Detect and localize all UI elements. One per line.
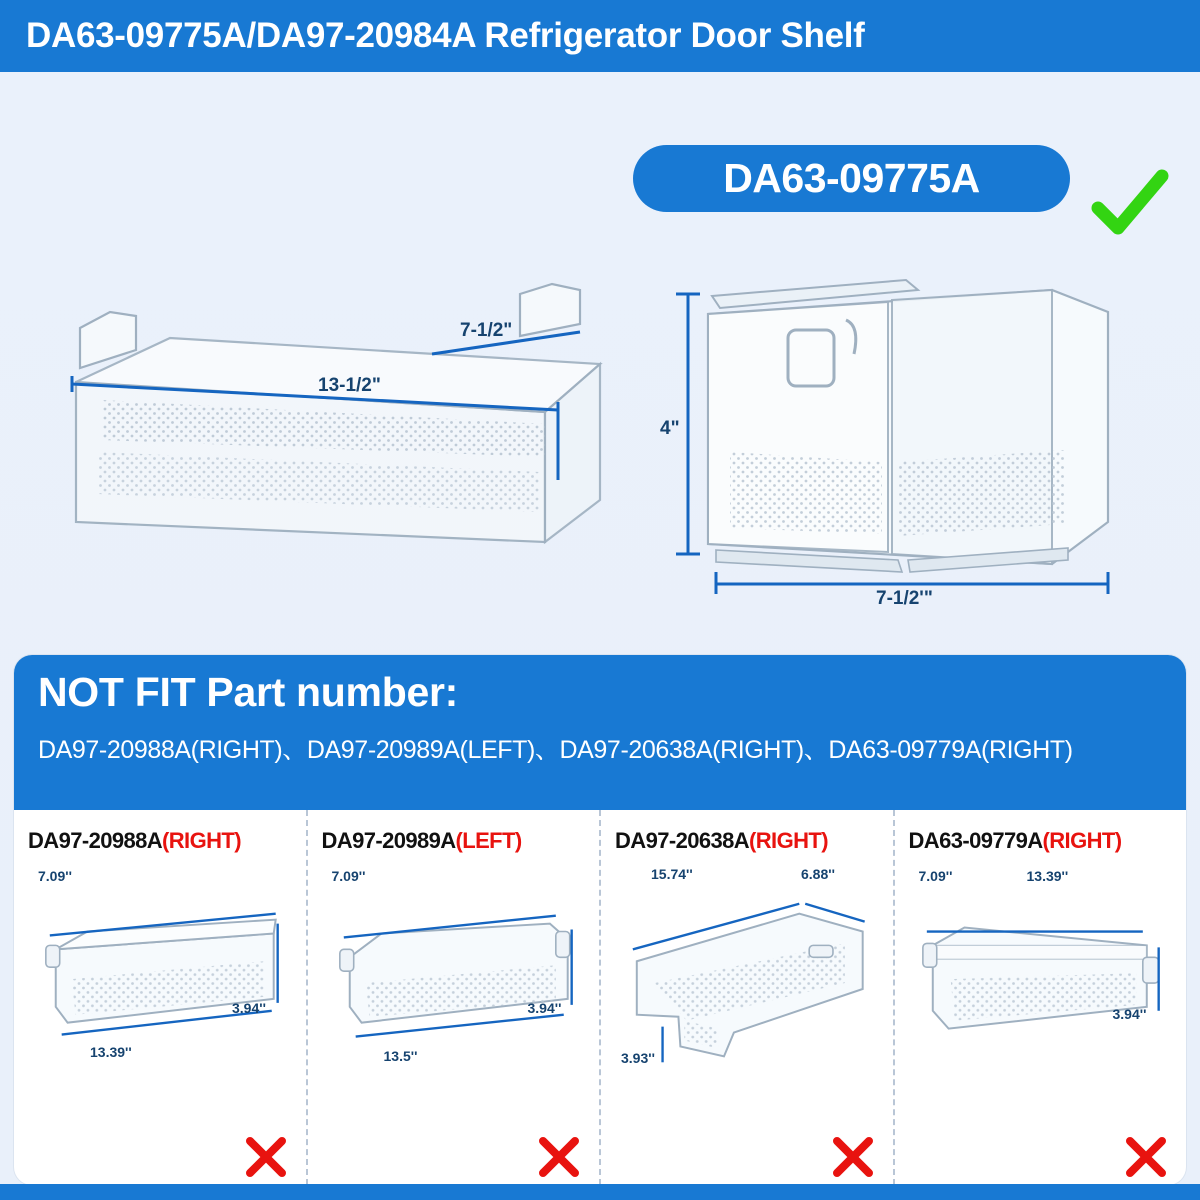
card-dim-width: 13.39''	[1026, 868, 1069, 884]
card-dim-height: 3.94''	[232, 1000, 266, 1016]
card-title	[615, 828, 883, 854]
card-title	[28, 828, 296, 854]
dimension-height-side: 4"	[660, 418, 680, 439]
not-fit-subtitle: DA97-20988A(RIGHT)、DA97-20989A(LEFT)、DA97-20638A(RIGHT)、DA63-09779A(RIGHT)	[38, 736, 1073, 764]
not-fit-card	[599, 810, 893, 1185]
card-dim-height: 3.93''	[621, 1050, 655, 1066]
card-dim-width: 15.74''	[651, 866, 693, 882]
card-illustration	[322, 868, 590, 1102]
shelf-drawing	[28, 872, 296, 1102]
product-side-view	[660, 272, 1130, 612]
card-side-label: (RIGHT)	[749, 828, 828, 853]
card-dim-depth: 7.09''	[918, 868, 953, 884]
card-side-label: (LEFT)	[455, 828, 522, 853]
dimension-depth-side: 7-1/2'"	[876, 588, 933, 609]
card-side-label: (RIGHT)	[162, 828, 241, 853]
not-fit-header	[14, 655, 1186, 810]
not-fit-card-list	[14, 810, 1186, 1185]
card-dim-depth: 6.88''	[801, 866, 835, 882]
dimension-depth-front: 7-1/2"	[460, 320, 513, 341]
x-mark-icon	[244, 1135, 288, 1179]
card-dim-height: 3.94''	[1112, 1006, 1147, 1022]
card-dim-depth: 7.09''	[331, 868, 366, 884]
shelf-drawing	[615, 872, 883, 1102]
card-dim-width: 13.5''	[383, 1048, 418, 1064]
card-part-number: DA97-20989A	[321, 828, 456, 853]
not-fit-card	[14, 810, 306, 1185]
part-number-badge	[633, 145, 1070, 212]
x-mark-icon	[831, 1135, 875, 1179]
card-illustration	[615, 866, 883, 1102]
part-number-label: DA63-09775A	[723, 155, 980, 201]
card-title	[909, 828, 1177, 854]
x-mark-icon	[537, 1135, 581, 1179]
x-mark-icon	[1124, 1135, 1168, 1179]
page-title: DA63-09775A/DA97-20984A Refrigerator Door Shelf	[26, 16, 865, 55]
footer-strip	[0, 1184, 1200, 1200]
card-title	[322, 828, 590, 854]
not-fit-panel	[14, 655, 1186, 1185]
not-fit-card	[306, 810, 600, 1185]
product-front-view	[40, 272, 640, 592]
header-bar	[0, 0, 1200, 72]
card-illustration	[28, 868, 296, 1102]
card-part-number: DA97-20638A	[615, 828, 750, 853]
card-part-number: DA63-09779A	[908, 828, 1043, 853]
card-dim-width: 13.39''	[90, 1044, 132, 1060]
card-illustration	[909, 868, 1177, 1102]
not-fit-card	[893, 810, 1187, 1185]
not-fit-title: NOT FIT Part number:	[38, 669, 458, 715]
shelf-drawing	[909, 872, 1177, 1102]
dimension-width-front: 13-1/2"	[318, 375, 381, 396]
check-icon	[1090, 166, 1170, 246]
shelf-drawing	[322, 872, 590, 1102]
card-dim-depth: 7.09''	[38, 868, 72, 884]
card-dim-height: 3.94''	[527, 1000, 562, 1016]
card-side-label: (RIGHT)	[1042, 828, 1122, 853]
card-part-number: DA97-20988A	[28, 828, 163, 853]
